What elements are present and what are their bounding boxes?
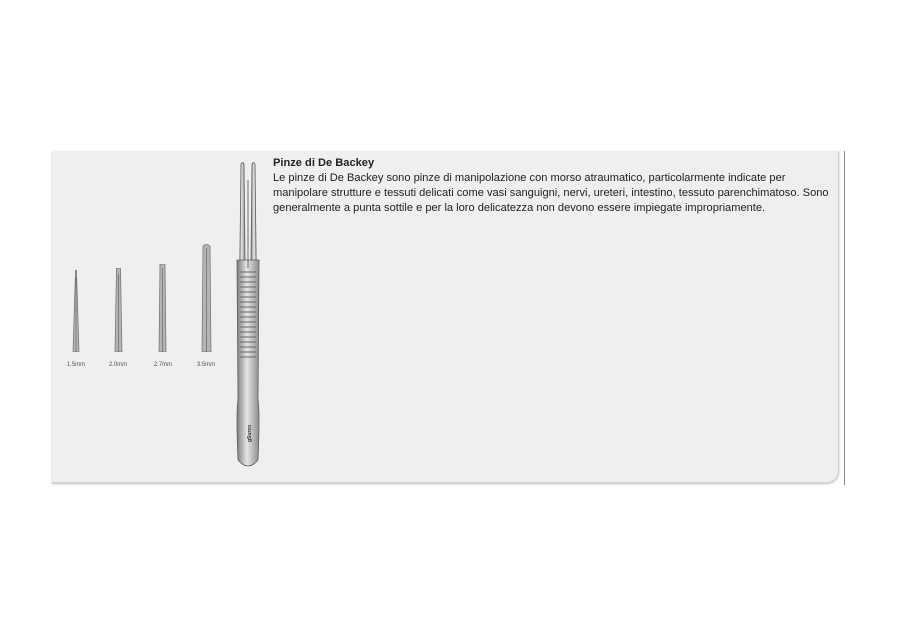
vertical-divider: [844, 151, 845, 485]
tip-size-label: 2.0mm: [108, 362, 128, 368]
forceps-illustration-icon: [232, 160, 264, 470]
tip-size-label: 3.5mm: [196, 362, 216, 368]
product-title: Pinze di De Backey: [273, 157, 375, 169]
tip-2-7mm-icon: [158, 264, 167, 352]
product-description-block: [273, 156, 833, 216]
handle-brand-text: gSurco: [247, 424, 253, 442]
tip-size-gallery: [58, 238, 228, 368]
tip-2-0mm-icon: [114, 268, 123, 352]
tip-size-label: 2.7mm: [153, 362, 173, 368]
product-description: Le pinze di De Backey sono pinze di manipolazione con morso atraumatico, particolarmente indicate per manipolare strutture e tessuti delicati come vasi sanguigni, nervi, ureteri, intestino, tessuto parenchimatoso. Sono generalmente a punta sottile e per la loro delicatezza non devono essere impiegate impropriamente.: [273, 172, 829, 214]
tip-size-label: 1.5mm: [66, 362, 86, 368]
tip-3-5mm-icon: [201, 244, 212, 352]
tip-1-5mm-icon: [72, 270, 80, 352]
